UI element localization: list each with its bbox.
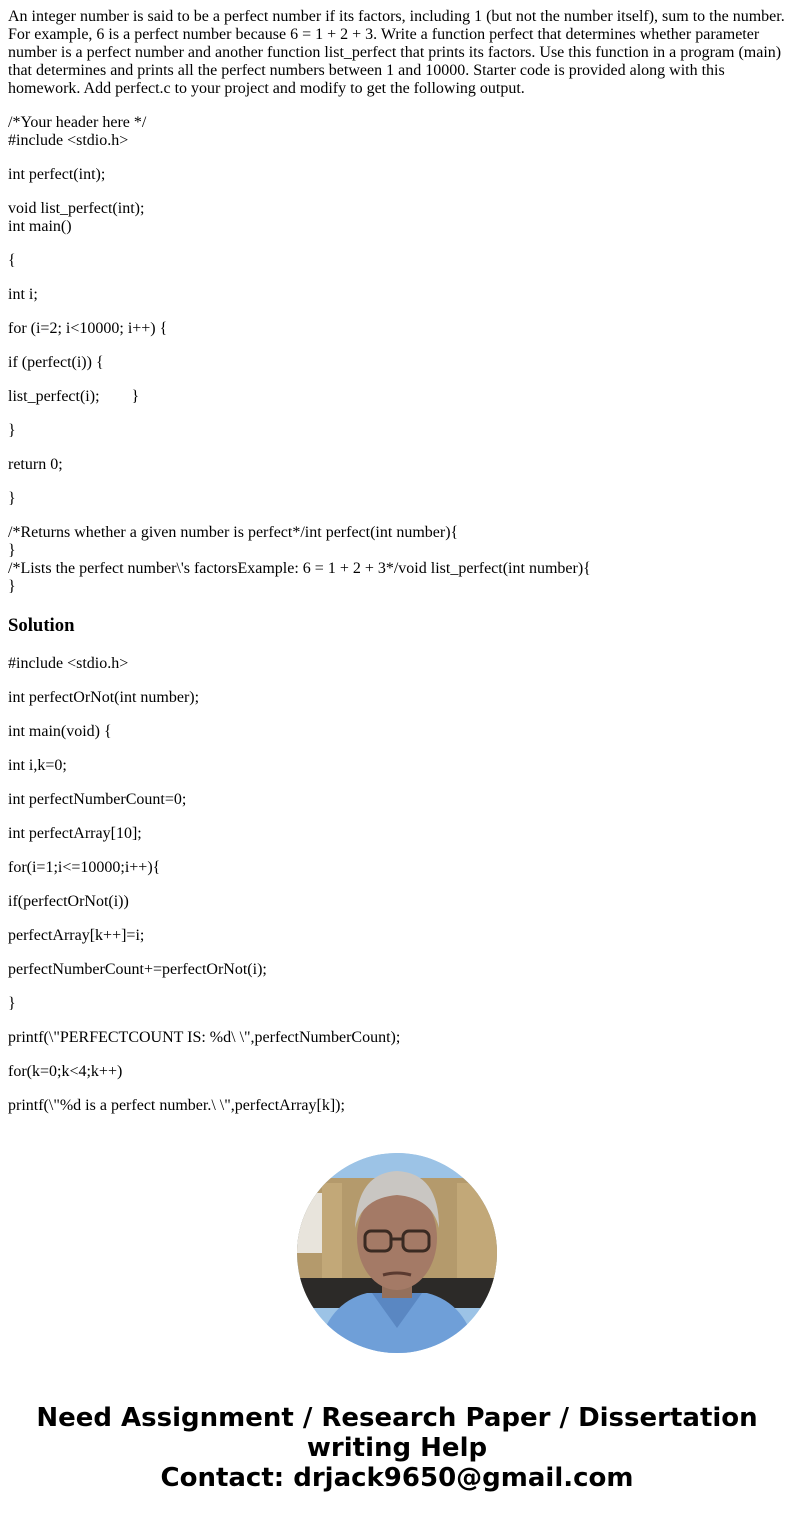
- code-line: }: [8, 578, 16, 595]
- code-line: /*Returns whether a given number is perfect*/int perfect(int number){: [8, 524, 459, 541]
- promo-banner: [0, 1403, 794, 1493]
- code-line: if(perfectOrNot(i)): [8, 893, 129, 910]
- code-line: #include <stdio.h>: [8, 655, 129, 672]
- code-line: int perfect(int);: [8, 166, 106, 183]
- code-line: int perfectArray[10];: [8, 825, 142, 842]
- code-line: return 0;: [8, 456, 63, 473]
- code-line: if (perfect(i)) {: [8, 354, 104, 371]
- promo-line-2: writing Help: [306, 1433, 488, 1463]
- code-line: int main(): [8, 218, 72, 235]
- code-line: perfectArray[k++]=i;: [8, 927, 145, 944]
- author-avatar: [297, 1153, 497, 1353]
- code-line: list_perfect(i); }: [8, 388, 140, 405]
- code-line: #include <stdio.h>: [8, 132, 129, 149]
- code-line: for(k=0;k<4;k++): [8, 1063, 123, 1080]
- promo-contact: Contact: drjack9650@gmail.com: [160, 1463, 634, 1493]
- question-intro: An integer number is said to be a perfect number if its factors, including 1 (but not the number itself), sum to the number. For example, 6 is a perfect number because 6 = 1 + 2 + 3. Write a function perfect that determines whether parameter number is a perfect number and another function list_perfect that prints its factors. Use this function in a program (main) that determines and prints all the perfect numbers between 1 and 10000. Starter code is provided along with this homework. Add perfect.c to your project and modify to get the following output.: [8, 8, 785, 97]
- code-line: for(i=1;i<=10000;i++){: [8, 859, 161, 876]
- code-line: perfectNumberCount+=perfectOrNot(i);: [8, 961, 267, 978]
- code-line: for (i=2; i<10000; i++) {: [8, 320, 168, 337]
- person-photo-icon: [297, 1153, 497, 1353]
- code-line: void list_perfect(int);: [8, 200, 145, 217]
- code-line: }: [8, 995, 16, 1012]
- promo-line-1: Need Assignment / Research Paper / Dissertation: [36, 1403, 758, 1433]
- code-line: }: [8, 490, 16, 507]
- code-line: int main(void) {: [8, 723, 112, 740]
- question-intro-container: [8, 8, 788, 98]
- code-line: int i,k=0;: [8, 757, 67, 774]
- code-line: printf(\"%d is a perfect number.\ \",perfectArray[k]);: [8, 1097, 345, 1114]
- code-line: {: [8, 252, 16, 269]
- code-line: int perfectOrNot(int number);: [8, 689, 200, 706]
- code-line: /*Your header here */: [8, 114, 147, 131]
- code-line: }: [8, 542, 16, 559]
- solution-heading: Solution: [8, 615, 75, 636]
- code-line: printf(\"PERFECTCOUNT IS: %d\ \",perfectNumberCount);: [8, 1029, 401, 1046]
- code-line: int i;: [8, 286, 38, 303]
- code-line: int perfectNumberCount=0;: [8, 791, 187, 808]
- code-line: /*Lists the perfect number\'s factorsExample: 6 = 1 + 2 + 3*/void list_perfect(int number){: [8, 560, 591, 577]
- code-line: }: [8, 422, 16, 439]
